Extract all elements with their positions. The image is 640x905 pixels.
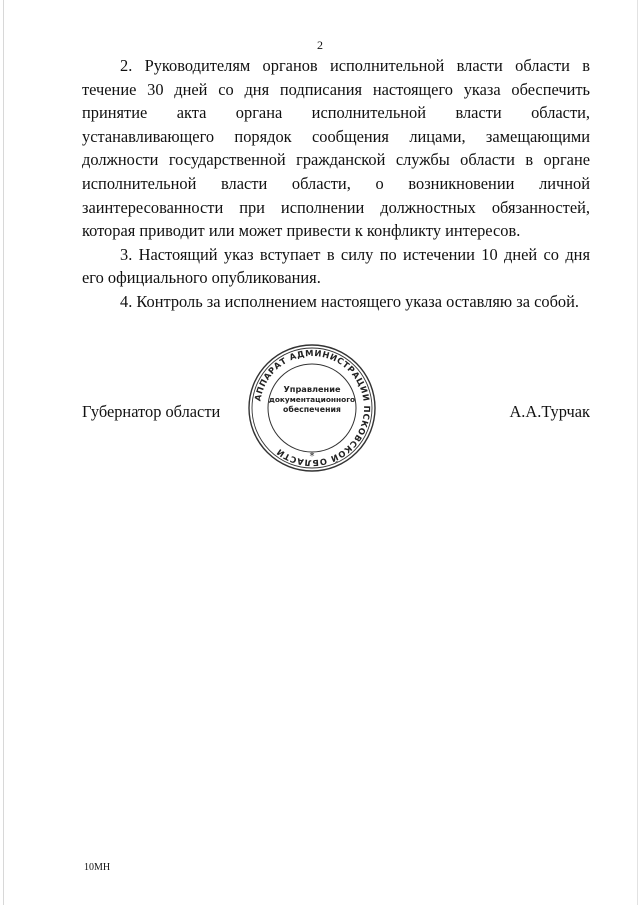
stamp-center-line-3: обеспечения: [283, 405, 341, 414]
page-number: 2: [317, 38, 323, 52]
footer-code: 10МН: [84, 862, 111, 873]
paragraph-3: 3. Настоящий указ вступает в силу по истечении 10 дней со дня его официального опубликования.: [82, 244, 590, 288]
signer-title: Губернатор области: [82, 402, 221, 421]
official-stamp: [246, 342, 378, 474]
signer-name: А.А.Турчак: [509, 402, 590, 421]
document-body: [82, 54, 590, 314]
stamp-ring-text: АППАРАТ АДМИНИСТРАЦИИ ПСКОВСКОЙ ОБЛАСТИ: [252, 347, 373, 469]
stamp-center-line-1: Управление: [283, 384, 341, 394]
page-edge-right: [637, 0, 638, 905]
stamp-star-icon: *: [309, 451, 315, 462]
page-edge-left: [3, 0, 4, 905]
stamp-center-line-2: документационного: [268, 395, 356, 404]
paragraph-4: 4. Контроль за исполнением настоящего указа оставляю за собой.: [120, 291, 579, 311]
paragraph-2: 2. Руководителям органов исполнительной власти области в течение 30 дней со дня подписания настоящего указа обеспечить принятие акта органа исполнительной власти области, устанавливающего порядок сообщения лицами, замещающими должности государственной гражданской службы области в органе исполнительной власти области, о возникновении личной заинтересованности при исполнении должностных обязанностей, которая приводит или может привести к конфликту интересов.: [82, 56, 590, 241]
